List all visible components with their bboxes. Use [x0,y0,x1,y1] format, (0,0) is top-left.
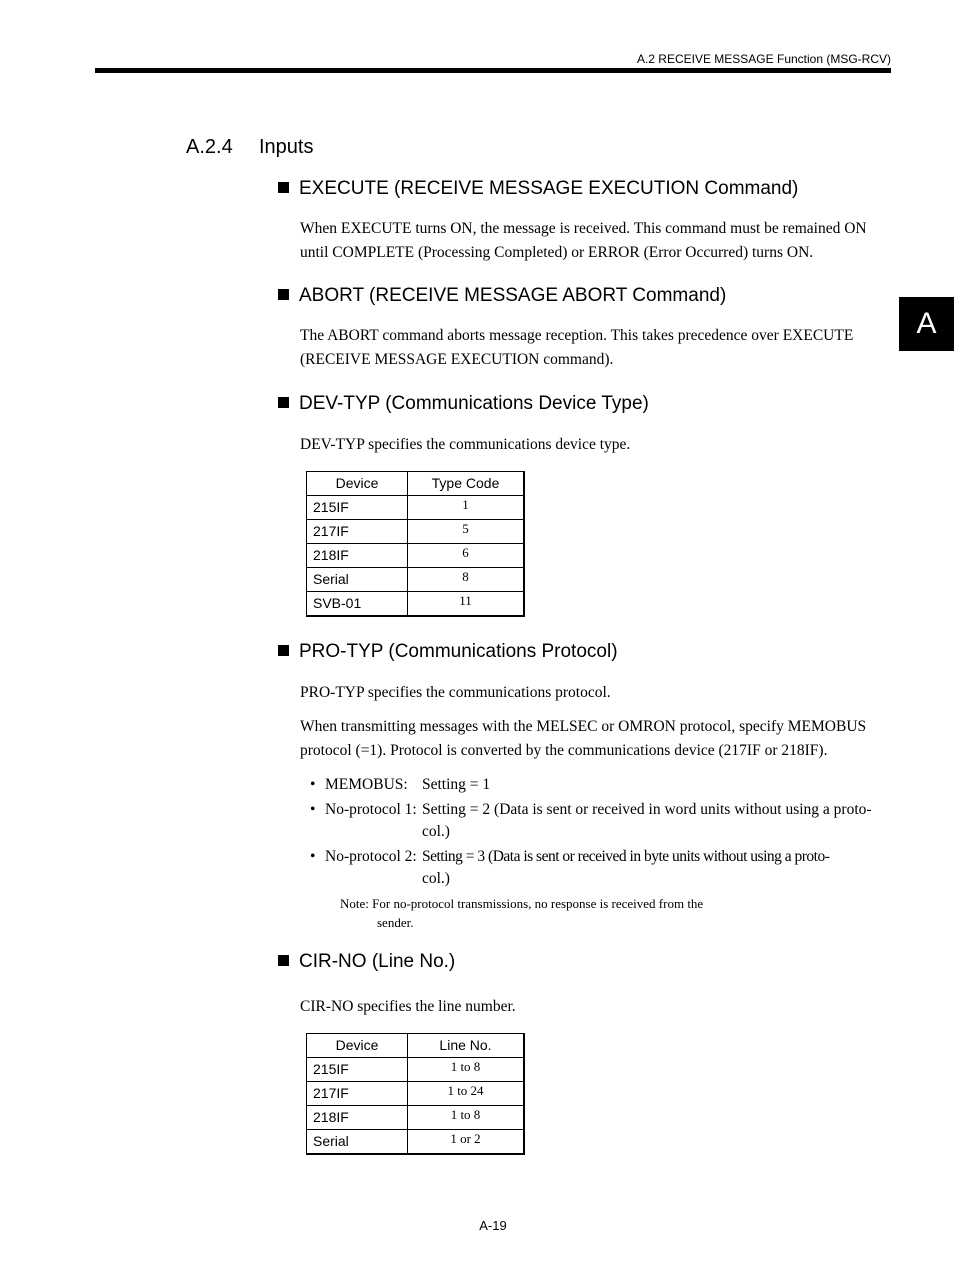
table-row [307,496,525,520]
protyp-text-1: PRO-TYP specifies the communications protocol. [300,684,611,701]
list-item [310,799,872,821]
list-item-label: No-protocol 1: [325,801,417,818]
square-bullet-icon [278,645,289,656]
table-row [307,568,525,592]
list-item-continuation: col.) [422,823,450,840]
abort-paragraph [300,324,892,372]
devtyp-heading [278,393,649,415]
square-bullet-icon [278,397,289,408]
section-number: A.2.4 [186,136,233,158]
table-header-row [307,472,525,496]
table-cell: 218IF [307,1106,408,1130]
table-header-cell: Type Code [408,472,525,496]
protyp-paragraph [300,715,892,763]
list-item [310,846,829,868]
table-cell: 1 to 8 [408,1106,525,1130]
abort-line-2: (RECEIVE MESSAGE EXECUTION command). [300,351,614,368]
bullet-dot: • [310,848,316,865]
table-cell: 215IF [307,1058,408,1082]
abort-heading-text: ABORT (RECEIVE MESSAGE ABORT Command) [299,285,727,306]
table-cell: 1 to 8 [408,1058,525,1082]
note-line-1: Note: For no-protocol transmissions, no response is received from the [340,896,704,911]
devtyp-text: DEV-TYP specifies the communications device type. [300,436,631,453]
execute-heading [278,178,798,200]
list-item [310,774,490,796]
table-header-row [307,1034,525,1058]
table-cell: 6 [408,544,525,568]
list-item-label: MEMOBUS: [325,776,408,793]
cirno-text: CIR-NO specifies the line number. [300,998,516,1015]
table-cell: 5 [408,520,525,544]
table-row [307,1130,525,1155]
note-line-2: sender. [377,915,414,930]
appendix-tab: A [899,297,954,351]
protyp-line-1: When transmitting messages with the MELSEC or OMRON protocol, specify MEMOBUS [300,718,867,735]
list-item-text: Setting = 3 (Data is sent or received in byte units without using a proto- [422,848,830,865]
execute-heading-text: EXECUTE (RECEIVE MESSAGE EXECUTION Command) [299,178,799,199]
table-header-cell: Line No. [408,1034,525,1058]
section-title [186,136,313,159]
square-bullet-icon [278,289,289,300]
table-row [307,520,525,544]
table-cell: Serial [307,568,408,592]
abort-line-1: The ABORT command aborts message reception. This takes precedence over EXECUTE [300,327,854,344]
list-item-text: Setting = 1 [422,776,491,793]
table-row [307,1082,525,1106]
execute-line-2: until COMPLETE (Processing Completed) or ERROR (Error Occurred) turns ON. [300,244,814,261]
table-cell: 1 or 2 [408,1130,525,1155]
device-type-table [306,471,525,617]
header-rule [95,68,891,73]
protyp-line-2: protocol (=1). Protocol is converted by the communications device (217IF or 218IF). [300,742,828,759]
table-row [307,1058,525,1082]
list-item-continuation: col.) [422,870,450,887]
abort-heading [278,285,726,307]
table-row [307,544,525,568]
section-heading: Inputs [259,136,314,158]
page-number: A-19 [479,1218,507,1233]
devtyp-heading-text: DEV-TYP (Communications Device Type) [299,393,649,414]
running-header: A.2 RECEIVE MESSAGE Function (MSG-RCV) [636,52,891,66]
execute-paragraph [300,217,892,265]
table-cell: 217IF [307,520,408,544]
bullet-dot: • [310,801,316,818]
square-bullet-icon [278,955,289,966]
table-cell: 1 [408,496,525,520]
table-cell: 215IF [307,496,408,520]
cirno-heading [278,951,455,973]
table-cell: 217IF [307,1082,408,1106]
square-bullet-icon [278,182,289,193]
table-cell: SVB-01 [307,592,408,617]
table-cell: 1 to 24 [408,1082,525,1106]
table-cell: 11 [408,592,525,617]
cirno-heading-text: CIR-NO (Line No.) [299,951,456,972]
table-cell: Serial [307,1130,408,1155]
list-item-text: Setting = 2 (Data is sent or received in word units without using a proto- [422,801,872,818]
table-header-cell: Device [307,1034,408,1058]
protyp-heading-text: PRO-TYP (Communications Protocol) [299,641,618,662]
list-item-label: No-protocol 2: [325,848,417,865]
bullet-dot: • [310,776,316,793]
table-cell: 218IF [307,544,408,568]
table-row [307,592,525,617]
table-header-cell: Device [307,472,408,496]
line-number-table [306,1033,525,1155]
table-row [307,1106,525,1130]
table-cell: 8 [408,568,525,592]
protyp-heading [278,641,618,663]
execute-line-1: When EXECUTE turns ON, the message is received. This command must be remained ON [300,220,867,237]
